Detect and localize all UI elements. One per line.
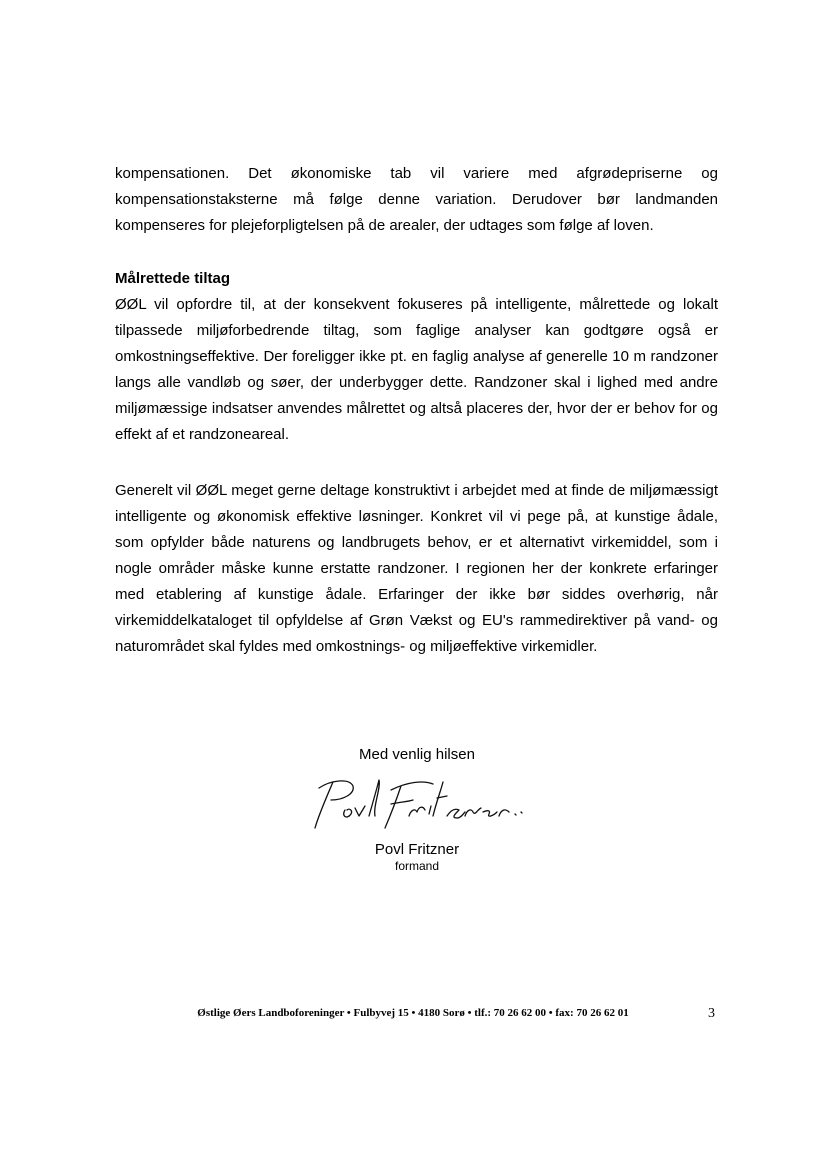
paragraph-targeted-measures: ØØL vil opfordre til, at der konsekvent fokuseres på intelligente, målrettede og lokalt tilpassede miljøforbedrende tiltag, som faglige analyser kan godtgøre også er omkostningseffektive. Der foreligger ikke pt. en faglig analyse af generelle 10 m randzoner langs alle vandløb og søer, der underbygger dette. Randzoner skal i lighed med andre miljømæssige indsatser anvendes målrettet og altså placeres der, hvor der er behov for og effekt af et randzoneareal.: [115, 296, 718, 443]
section-heading: Målrettede tiltag: [115, 270, 231, 287]
signer-title: formand: [394, 859, 440, 873]
page-number: 3: [708, 1006, 715, 1021]
paragraph-general: Generelt vil ØØL meget gerne deltage konstruktivt i arbejdet med at finde de miljømæssigt intelligente og økonomisk effektive løsninger. Konkret vil vi pege på, at kunstige ådale, som opfylder både naturens og landbrugets behov, er et alternativt virkemiddel, som i nogle områder måske kunne erstatte randzoner. I regionen her der konkrete erfaringer med etablering af kunstige ådale. Erfaringer der ikke bør siddes overhørig, når virkemiddelkataloget til opfyldelse af Grøn Vækst og EU's rammedirektiver på vand- og naturområdet skal fyldes med omkostnings- og miljøeffektive virkemidler.: [115, 482, 718, 655]
footer-contact-info: Østlige Øers Landboforeninger • Fulbyvej 15 • 4180 Sorø • tlf.: 70 26 62 00 • fax: 70 26 62 01: [197, 1007, 629, 1019]
handwritten-signature: [305, 770, 530, 832]
greeting: Med venlig hilsen: [359, 746, 475, 763]
paragraph-compensation: kompensationen. Det økonomiske tab vil variere med afgrødepriserne og kompensationstaksterne må følge denne variation. Derudover bør landmanden kompenseres for plejeforpligtelsen på de arealer, der udtages som følge af loven.: [115, 165, 718, 234]
signer-name: Povl Fritzner: [374, 841, 460, 858]
